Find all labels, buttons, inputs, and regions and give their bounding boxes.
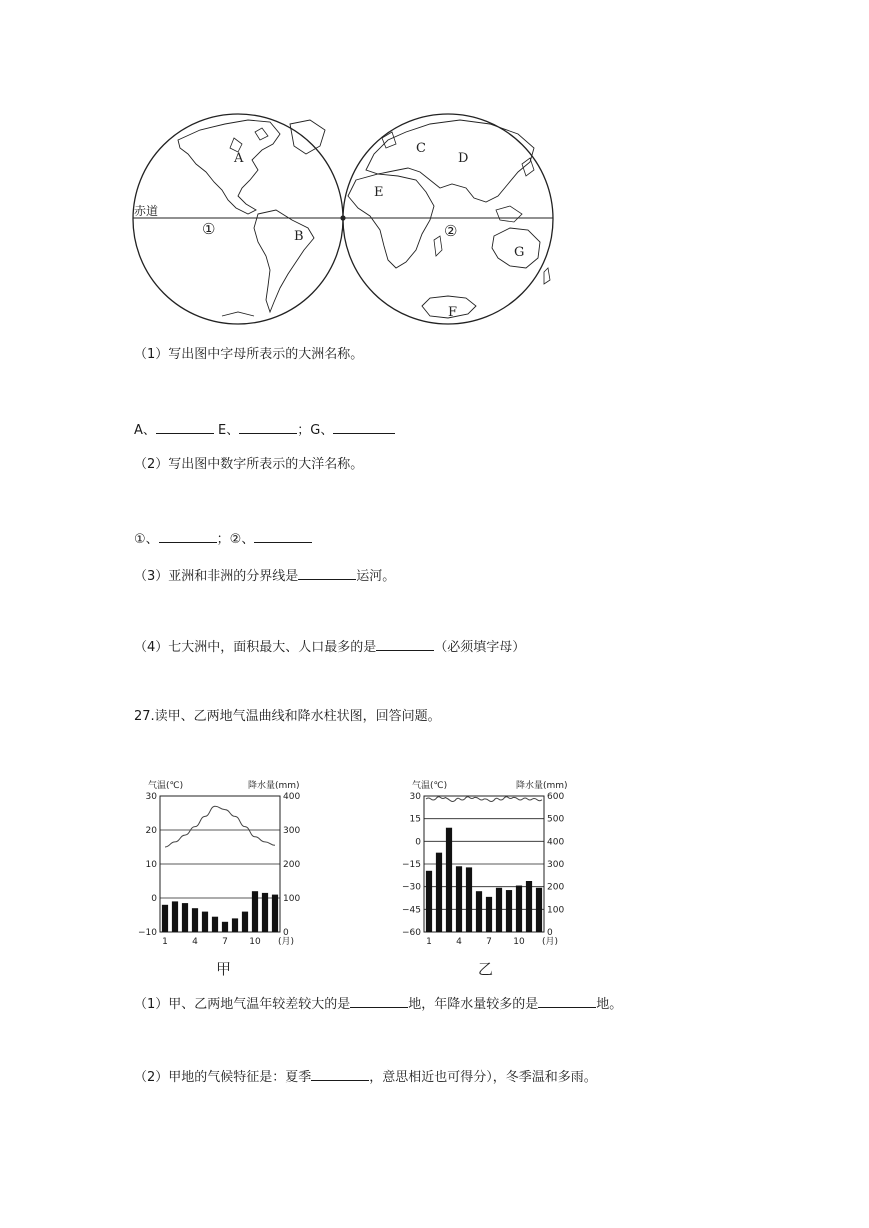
climate-chart-jia (128, 774, 308, 980)
temp-tick-label: 0 (151, 894, 157, 904)
month-tick-label: 7 (486, 937, 492, 947)
temp-tick-label: 20 (145, 826, 157, 836)
precip-bar (252, 891, 258, 932)
q26-part4-tail: （必须填字母） (434, 640, 526, 655)
q27-title: 27.读甲、乙两地气温曲线和降水柱状图，回答问题。 (134, 709, 441, 724)
q26-part3-text: （3）亚洲和非洲的分界线是 (134, 569, 299, 584)
label-answer-ocean-2: ②、 (229, 532, 255, 547)
precip-bar (486, 897, 492, 932)
label-g: G (514, 245, 525, 260)
label-f: F (448, 305, 458, 320)
precip-tick-label: 600 (547, 792, 565, 802)
precip-bar (506, 890, 512, 932)
precip-bar (476, 891, 482, 932)
temp-tick-label: 0 (415, 837, 421, 848)
precip-bar (446, 828, 452, 932)
precip-bar (212, 917, 218, 932)
label-e: E (374, 185, 384, 200)
q27-part1-mid: 地，年降水量较多的是 (408, 997, 539, 1012)
precip-tick-label: 300 (283, 826, 301, 836)
month-unit-label: (月) (278, 937, 295, 947)
precip-tick-label: 200 (547, 882, 565, 893)
q27-part1 (134, 993, 622, 1014)
blank-summer[interactable] (311, 1066, 369, 1081)
precip-bar (162, 905, 168, 932)
blank-a[interactable] (156, 419, 214, 434)
precip-tick-label: 400 (283, 792, 301, 802)
month-tick-label: 4 (192, 937, 198, 947)
month-tick-label: 10 (249, 937, 261, 947)
q26-part3 (134, 565, 395, 586)
month-unit-label: (月) (542, 937, 559, 947)
label-a: A (234, 151, 244, 166)
temp-tick-label: 15 (409, 814, 421, 825)
month-tick-label: 1 (426, 937, 432, 947)
precip-tick-label: 200 (283, 860, 301, 870)
precip-bar (222, 922, 228, 932)
chart-title-jia: 甲 (216, 960, 232, 978)
q27-part2-tail: ，意思相近也可得分），冬季温和多雨。 (369, 1070, 597, 1085)
temp-tick-label: −60 (402, 928, 421, 938)
blank-range[interactable] (350, 993, 408, 1008)
temp-tick-label: −15 (402, 860, 421, 870)
label-answer-ocean-1: ①、 (134, 532, 159, 547)
month-tick-label: 7 (222, 937, 228, 947)
precip-bar (496, 888, 502, 932)
q26-part3-tail: 运河。 (356, 569, 396, 584)
label-ocean-2: ② (444, 222, 458, 240)
blank-ocean-1[interactable] (159, 528, 217, 543)
precip-bar (182, 903, 188, 932)
q27-part2-text: （2）甲地的气候特征是：夏季 (134, 1070, 312, 1085)
q26-part1-answers (134, 419, 395, 440)
temp-tick-label: −10 (138, 928, 157, 938)
precip-tick-label: 100 (283, 894, 301, 904)
q27-part1-tail: 地。 (596, 997, 623, 1012)
precip-bar (192, 908, 198, 932)
precip-tick-label: 100 (547, 905, 565, 916)
precip-tick-label: 500 (547, 814, 565, 825)
precip-bar (516, 886, 522, 932)
temp-tick-label: 30 (409, 792, 421, 802)
precip-bar (436, 853, 442, 932)
separator: ； (297, 423, 311, 438)
blank-canal[interactable] (298, 565, 356, 580)
q26-part1: （1）写出图中字母所表示的大洲名称。 (134, 347, 364, 362)
month-tick-label: 1 (162, 937, 168, 947)
label-answer-g: G、 (310, 423, 334, 438)
temperature-curve (165, 806, 275, 847)
label-b: B (294, 229, 304, 244)
precip-tick-label: 400 (547, 837, 565, 848)
left-axis-title: 气温(℃) (412, 781, 448, 791)
precip-bar (536, 888, 542, 932)
month-tick-label: 10 (513, 937, 525, 947)
left-axis-title: 气温(℃) (148, 781, 184, 791)
temp-tick-label: −30 (402, 882, 421, 893)
q27-part2 (134, 1066, 597, 1087)
precip-bar (466, 867, 472, 932)
blank-largest-continent[interactable] (376, 636, 434, 651)
temp-tick-label: 30 (145, 792, 157, 802)
precip-tick-label: 0 (547, 928, 553, 938)
precip-bar (202, 912, 208, 932)
world-map (130, 110, 560, 332)
precip-bar (456, 866, 462, 932)
blank-ocean-2[interactable] (254, 528, 312, 543)
q26-part4 (134, 636, 525, 657)
precip-tick-label: 0 (283, 928, 289, 938)
precip-bar (172, 901, 178, 932)
temperature-curve (426, 797, 542, 802)
q26-part4-text: （4）七大洲中，面积最大、人口最多的是 (134, 640, 377, 655)
climate-chart-yi (396, 774, 582, 980)
chart-title-yi: 乙 (478, 960, 494, 978)
temp-tick-label: 10 (145, 860, 157, 870)
q26-part2: （2）写出图中数字所表示的大洋名称。 (134, 457, 364, 472)
label-answer-a: A、 (134, 423, 156, 438)
precip-bar (262, 893, 268, 932)
precip-bar (426, 871, 432, 932)
precip-tick-label: 300 (547, 860, 565, 870)
equator-label: 赤道 (134, 204, 159, 218)
right-axis-title: 降水量(mm) (248, 781, 300, 791)
separator: ； (216, 532, 230, 547)
precip-bar (272, 895, 278, 932)
precip-bar (242, 912, 248, 932)
temp-tick-label: −45 (402, 905, 421, 916)
blank-precip[interactable] (538, 993, 596, 1008)
blank-e[interactable] (239, 419, 297, 434)
right-axis-title: 降水量(mm) (516, 781, 568, 791)
q26-part2-answers (134, 528, 312, 549)
label-c: C (416, 141, 426, 156)
blank-g[interactable] (333, 419, 395, 434)
label-d: D (458, 151, 469, 166)
month-tick-label: 4 (456, 937, 462, 947)
label-ocean-1: ① (202, 220, 216, 238)
precip-bar (232, 918, 238, 932)
precip-bar (526, 881, 532, 932)
label-answer-e: E、 (218, 423, 240, 438)
q27-part1-text: （1）甲、乙两地气温年较差较大的是 (134, 997, 351, 1012)
